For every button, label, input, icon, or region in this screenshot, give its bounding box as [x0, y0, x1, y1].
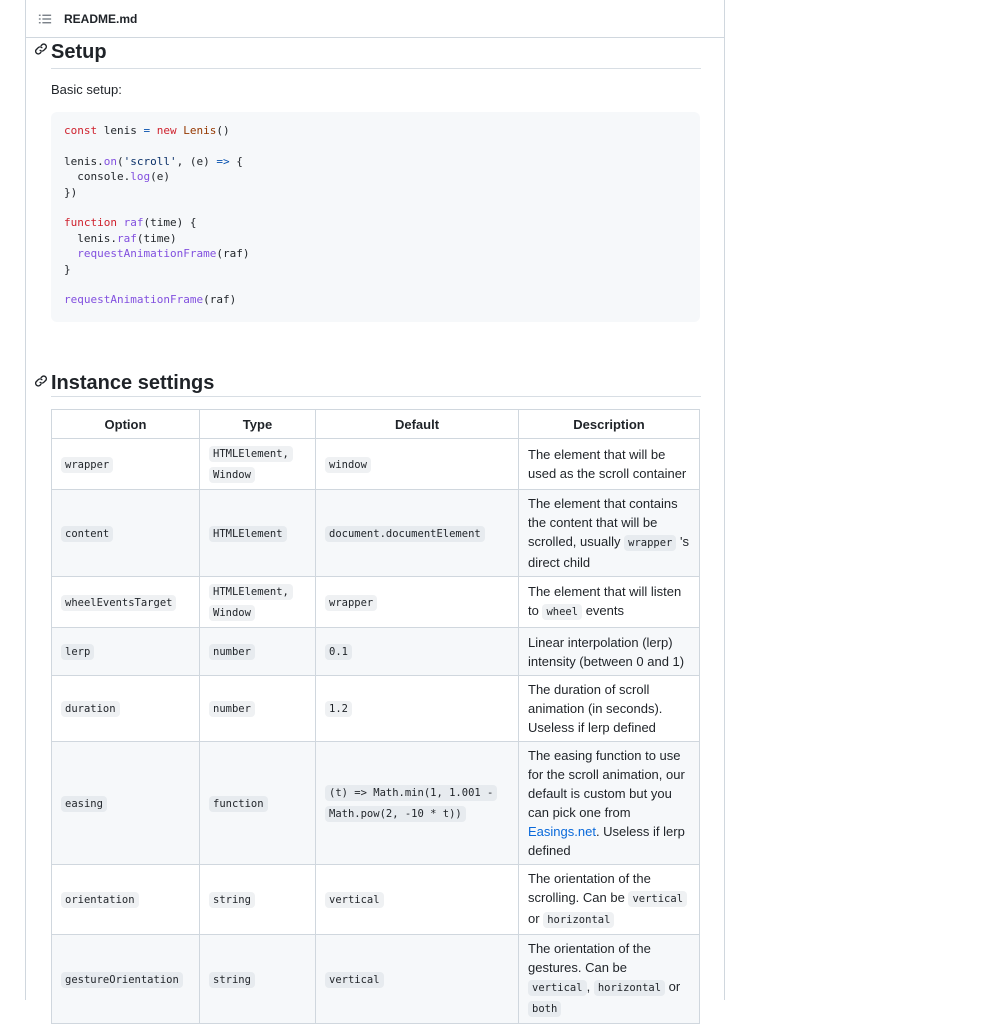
option-cell: content — [52, 490, 200, 577]
type-cell: string — [200, 865, 316, 935]
table-row — [52, 742, 700, 865]
description-cell: The duration of scroll animation (in seconds). Useless if lerp defined — [519, 676, 700, 742]
link-icon[interactable] — [34, 374, 48, 388]
table-row — [52, 439, 700, 490]
table-row — [52, 676, 700, 742]
default-cell: vertical — [316, 865, 519, 935]
option-cell: easing — [52, 742, 200, 865]
default-cell: window — [316, 439, 519, 490]
setup-heading-text: Setup — [51, 41, 107, 63]
default-cell: vertical — [316, 935, 519, 1024]
table-header-row — [52, 410, 700, 439]
description-cell: Linear interpolation (lerp) intensity (between 0 and 1) — [519, 628, 700, 676]
code-line: lenis.raf(time) — [64, 231, 177, 245]
code-line: function raf(time) { — [64, 216, 197, 230]
default-cell: 1.2 — [316, 676, 519, 742]
list-icon[interactable] — [38, 12, 52, 26]
table-row — [52, 935, 700, 1024]
option-cell: wrapper — [52, 439, 200, 490]
file-name: README.md — [64, 11, 138, 26]
option-cell: wheelEventsTarget — [52, 577, 200, 628]
code-line: lenis.on('scroll', (e) => { — [64, 154, 243, 168]
code-line: console.log(e) — [64, 170, 170, 184]
option-cell: gestureOrientation — [52, 935, 200, 1024]
code-line: requestAnimationFrame(raf) — [64, 293, 237, 307]
description-cell: The element that contains the content that will be scrolled, usually wrapper 's direct child — [519, 490, 700, 577]
type-cell: HTMLElement, Window — [200, 439, 316, 490]
column-header-option: Option — [52, 410, 200, 439]
description-cell: The orientation of the gestures. Can be vertical , horizontal or both — [519, 935, 700, 1024]
default-cell: (t) => Math.min(1, 1.001 - Math.pow(2, -10 * t)) — [316, 742, 519, 865]
type-cell: function — [200, 742, 316, 865]
code-line: const lenis = new Lenis() — [64, 124, 230, 137]
link-icon[interactable] — [34, 42, 48, 56]
code-line: requestAnimationFrame(raf) — [77, 247, 250, 261]
description-cell: The element that will be used as the scroll container — [519, 439, 700, 490]
default-cell: wrapper — [316, 577, 519, 628]
instance-settings-heading-text: Instance settings — [51, 372, 215, 394]
setup-intro: Basic setup: — [51, 82, 122, 97]
description-cell: The easing function to use for the scroll animation, our default is custom but you can pick one from Easings.net. Useless if lerp defined — [519, 742, 700, 865]
type-cell: HTMLElement — [200, 490, 316, 577]
option-cell: orientation — [52, 865, 200, 935]
default-cell: document.documentElement — [316, 490, 519, 577]
option-cell: duration — [52, 676, 200, 742]
file-header — [26, 0, 724, 38]
type-cell: number — [200, 628, 316, 676]
option-cell: lerp — [52, 628, 200, 676]
easings-link[interactable]: Easings.net — [528, 824, 596, 839]
instance-settings-heading — [51, 370, 701, 397]
column-header-type: Type — [200, 410, 316, 439]
code-line: }) — [64, 185, 78, 199]
table-row — [52, 577, 700, 628]
type-cell: string — [200, 935, 316, 1024]
description-cell: The orientation of the scrolling. Can be vertical or horizontal — [519, 865, 700, 935]
type-cell: HTMLElement, Window — [200, 577, 316, 628]
default-cell: 0.1 — [316, 628, 519, 676]
table-row — [52, 628, 700, 676]
column-header-default: Default — [316, 410, 519, 439]
type-cell: number — [200, 676, 316, 742]
readme-content — [51, 38, 701, 1024]
setup-heading — [51, 38, 701, 69]
description-cell: The element that will listen to wheel events — [519, 577, 700, 628]
column-header-description: Description — [519, 410, 700, 439]
code-block — [51, 112, 700, 322]
readme-panel — [25, 0, 725, 1015]
table-row — [52, 865, 700, 935]
code-line: } — [64, 262, 71, 276]
table-row — [52, 490, 700, 577]
options-table — [51, 409, 700, 1024]
